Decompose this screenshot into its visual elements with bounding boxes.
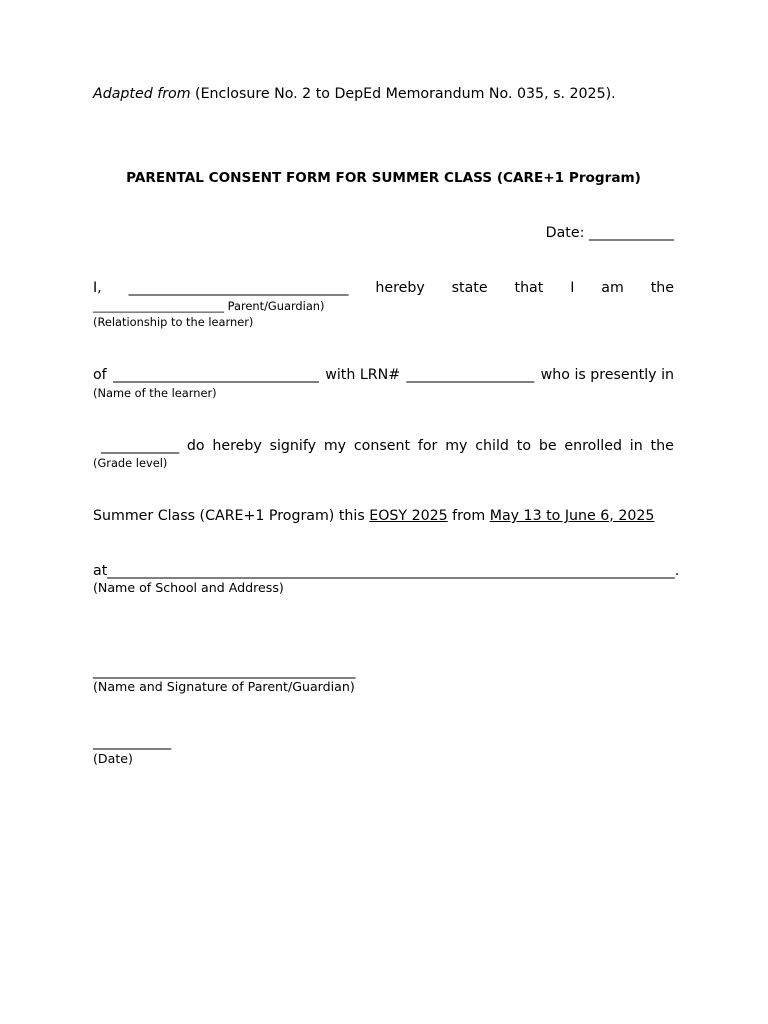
adapted-from-prefix: Adapted from (93, 86, 191, 102)
grade-level-blank[interactable]: ___________ (101, 438, 180, 454)
statement-line-3 (101, 438, 674, 454)
word: my (323, 438, 347, 454)
school-address-caption: (Name of School and Address) (93, 580, 284, 595)
word: of (93, 367, 107, 383)
word: be (538, 438, 557, 454)
summer-class-text: Summer Class (CARE+1 Program) this (93, 508, 370, 524)
word: I, (93, 280, 102, 296)
adapted-from-note (93, 86, 674, 102)
from-text: from (447, 508, 490, 524)
word: signify (269, 438, 316, 454)
parent-name-blank[interactable]: _______________________________ (128, 280, 349, 296)
statement-line-4 (93, 508, 674, 524)
eosy-text: EOSY 2025 (369, 508, 448, 524)
word: the (650, 438, 674, 454)
word: in (629, 438, 643, 454)
word: for (417, 438, 438, 454)
word: consent (353, 438, 411, 454)
relationship-caption: (Relationship to the learner) (93, 315, 254, 329)
lrn-label: with LRN# (325, 367, 401, 383)
word: that (514, 280, 544, 296)
learner-name-blank[interactable]: _____________________________ (113, 367, 319, 383)
form-title: PARENTAL CONSENT FORM FOR SUMMER CLASS (CARE+1 Program) (126, 170, 641, 186)
date-line: Date: ____________ (545, 225, 674, 241)
word: enrolled (564, 438, 622, 454)
word: state (451, 280, 488, 296)
word: hereby (375, 280, 425, 296)
adapted-from-source: (Enclosure No. 2 to DepEd Memorandum No. 035, s. 2025). (190, 86, 616, 102)
school-address-blank[interactable]: at________________________________________________________________________________. (93, 563, 680, 579)
signature-date-blank[interactable]: ___________ (93, 734, 172, 750)
signature-date-caption: (Date) (93, 751, 133, 766)
word: my (445, 438, 468, 454)
learner-name-caption: (Name of the learner) (93, 386, 217, 400)
word: hereby (212, 438, 262, 454)
relationship-blank[interactable]: _______________________ Parent/Guardian) (93, 299, 325, 313)
word: to (516, 438, 532, 454)
grade-level-caption: (Grade level) (93, 456, 168, 470)
word: the (650, 280, 674, 296)
presently-in-text: who is presently in (540, 367, 674, 383)
lrn-blank[interactable]: __________________ (406, 367, 535, 383)
statement-line-2 (93, 367, 674, 383)
statement-line-1 (93, 280, 674, 296)
word: child (475, 438, 509, 454)
word: am (601, 280, 624, 296)
word: I (570, 280, 575, 296)
parent-signature-caption: (Name and Signature of Parent/Guardian) (93, 679, 355, 694)
program-dates: May 13 to June 6, 2025 (489, 508, 655, 524)
word: do (186, 438, 205, 454)
parent-signature-blank[interactable]: _____________________________________ (93, 663, 356, 679)
